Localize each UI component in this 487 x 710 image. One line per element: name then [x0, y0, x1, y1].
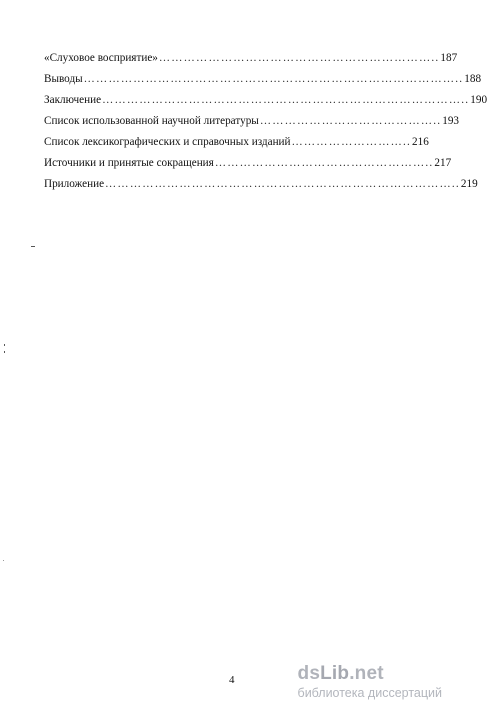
toc-entry-page: 187 [440, 52, 458, 64]
scan-speck [3, 560, 4, 561]
scan-speck [4, 344, 5, 346]
toc-leader-dots: ………………………………………………………….. [158, 52, 440, 64]
toc-entry [44, 153, 452, 174]
watermark [298, 664, 442, 701]
toc-leader-dots: ………………………………………………………………………….. [105, 178, 460, 190]
toc-entry [44, 90, 487, 111]
table-of-contents [44, 48, 487, 195]
toc-entry [44, 132, 429, 153]
toc-entry-title: Заключение [44, 94, 102, 106]
toc-entry-page: 219 [460, 178, 478, 190]
toc-entry [44, 69, 482, 90]
scan-speck [4, 351, 5, 353]
watermark-logo-ds: ds [297, 663, 321, 684]
toc-leader-dots: ……………………………………………………………………………….. [83, 73, 464, 85]
page-number: 4 [229, 674, 235, 686]
toc-entry-page: 188 [464, 73, 482, 85]
toc-leader-dots: …………………………………….. [259, 115, 442, 127]
toc-leader-dots: …………………………………………….. [214, 157, 434, 169]
toc-entry [44, 48, 458, 69]
watermark-logo-net: .net [349, 663, 384, 684]
toc-entry-title: Список использованной научной литературы [44, 115, 259, 127]
toc-entry [44, 111, 460, 132]
toc-entry-title: Приложение [44, 178, 105, 190]
toc-entry-title: Источники и принятые сокращения [44, 157, 214, 169]
toc-entry-title: Выводы [44, 73, 83, 85]
watermark-logo [298, 664, 442, 684]
watermark-subtitle: библиотека диссертаций [297, 686, 442, 700]
toc-entry [44, 174, 478, 195]
toc-entry-page: 193 [442, 115, 460, 127]
toc-entry-title: «Слуховое восприятие» [44, 52, 158, 64]
watermark-logo-lib: Lib [320, 663, 350, 684]
toc-entry-page: 190 [470, 94, 487, 106]
toc-entry-title: Список лексикографических и справочных изданий [44, 136, 291, 148]
toc-entry-page: 217 [434, 157, 452, 169]
toc-leader-dots: ……………………….. [291, 136, 412, 148]
toc-entry-page: 216 [412, 136, 429, 148]
toc-leader-dots: …………………………………………………………………………….. [102, 94, 470, 106]
scan-speck [31, 246, 35, 247]
